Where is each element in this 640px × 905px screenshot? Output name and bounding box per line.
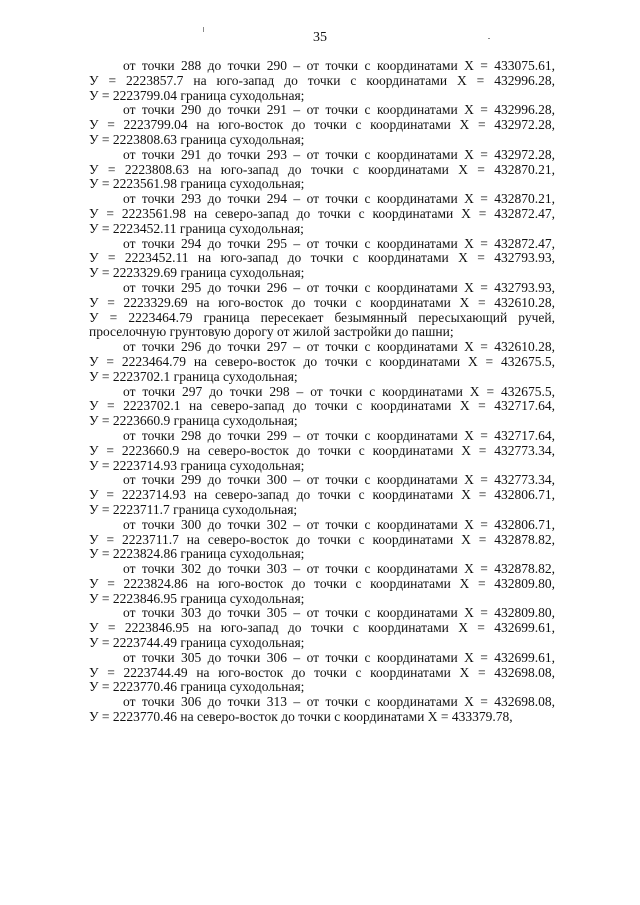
boundary-paragraph bbox=[89, 429, 555, 473]
boundary-paragraph bbox=[89, 651, 555, 695]
boundary-paragraph bbox=[89, 103, 555, 147]
text-line: У = 2223660.9 на северо-восток до точки с координатами Х = 432773.34, bbox=[89, 442, 555, 458]
boundary-paragraph bbox=[89, 340, 555, 384]
boundary-paragraph bbox=[89, 148, 555, 192]
page-number: 35 bbox=[313, 30, 327, 45]
boundary-paragraph bbox=[89, 473, 555, 517]
text-line: У = 2223711.7 граница суходольная; bbox=[89, 501, 298, 517]
text-line: У = 2223329.69 граница суходольная; bbox=[89, 265, 305, 281]
text-line: от точки 299 до точки 300 – от точки с координатами Х = 432773.34, bbox=[123, 472, 555, 488]
text-line: от точки 294 до точки 295 – от точки с координатами Х = 432872.47, bbox=[123, 235, 555, 251]
text-line: от точки 297 до точки 298 – от точки с координатами Х = 432675.5, bbox=[123, 383, 555, 399]
text-line: от точки 293 до точки 294 – от точки с координатами Х = 432870.21, bbox=[123, 191, 555, 207]
text-line: У = 2223464.79 граница пересекает безымянный пересыхающий ручей, bbox=[89, 309, 555, 325]
text-line: от точки 298 до точки 299 – от точки с координатами Х = 432717.64, bbox=[123, 427, 555, 443]
text-line: У = 2223660.9 граница суходольная; bbox=[89, 413, 298, 429]
text-line: У = 2223714.93 граница суходольная; bbox=[89, 457, 305, 473]
text-line: У = 2223561.98 на северо-запад до точки с координатами Х = 432872.47, bbox=[89, 205, 555, 221]
text-line: У = 2223464.79 на северо-восток до точки с координатами Х = 432675.5, bbox=[89, 353, 555, 369]
text-line: от точки 303 до точки 305 – от точки с координатами Х = 432809.80, bbox=[123, 605, 555, 621]
text-line: от точки 291 до точки 293 – от точки с координатами Х = 432972.28, bbox=[123, 146, 555, 162]
text-line: У = 2223808.63 на юго-запад до точки с координатами Х = 432870.21, bbox=[89, 161, 555, 177]
text-line: У = 2223857.7 на юго-запад до точки с координатами Х = 432996.28, bbox=[89, 72, 555, 88]
text-line: У = 2223702.1 на северо-запад до точки с координатами Х = 432717.64, bbox=[89, 398, 555, 414]
text-line: от точки 300 до точки 302 – от точки с координатами Х = 432806.71, bbox=[123, 516, 555, 532]
text-line: от точки 306 до точки 313 – от точки с координатами Х = 432698.08, bbox=[123, 694, 555, 710]
text-line: от точки 302 до точки 303 – от точки с координатами Х = 432878.82, bbox=[123, 561, 555, 577]
text-line: У = 2223744.49 на юго-восток до точки с координатами Х = 432698.08, bbox=[89, 664, 555, 680]
text-line: У = 2223799.04 граница суходольная; bbox=[89, 87, 305, 103]
text-line: У = 2223329.69 на юго-восток до точки с координатами Х = 432610.28, bbox=[89, 294, 555, 310]
text-line: У = 2223714.93 на северо-запад до точки с координатами Х = 432806.71, bbox=[89, 487, 555, 503]
text-line: от точки 295 до точки 296 – от точки с координатами Х = 432793.93, bbox=[123, 279, 555, 295]
boundary-paragraph bbox=[89, 606, 555, 650]
text-line: У = 2223702.1 граница суходольная; bbox=[89, 368, 298, 384]
document-body bbox=[89, 59, 555, 725]
boundary-paragraph bbox=[89, 518, 555, 562]
text-line: от точки 305 до точки 306 – от точки с координатами Х = 432699.61, bbox=[123, 649, 555, 665]
text-line: У = 2223808.63 граница суходольная; bbox=[89, 131, 305, 147]
text-line: У = 2223824.86 на юго-восток до точки с координатами Х = 432809.80, bbox=[89, 575, 555, 591]
boundary-paragraph bbox=[89, 562, 555, 606]
text-line: проселочную грунтовую дорогу от жилой застройки до пашни; bbox=[89, 324, 454, 340]
boundary-paragraph bbox=[89, 385, 555, 429]
text-line: У = 2223452.11 на юго-запад до точки с координатами Х = 432793.93, bbox=[89, 250, 555, 266]
text-line: от точки 290 до точки 291 – от точки с координатами Х = 432996.28, bbox=[123, 102, 555, 118]
text-line: У = 2223824.86 граница суходольная; bbox=[89, 546, 305, 562]
boundary-paragraph bbox=[89, 695, 555, 725]
text-line: У = 2223561.98 граница суходольная; bbox=[89, 176, 305, 192]
text-line: У = 2223846.95 граница суходольная; bbox=[89, 590, 305, 606]
text-line: У = 2223452.11 граница суходольная; bbox=[89, 220, 304, 236]
text-line: У = 2223799.04 на юго-восток до точки с координатами Х = 432972.28, bbox=[89, 117, 555, 133]
text-line: У = 2223846.95 на юго-запад до точки с координатами Х = 432699.61, bbox=[89, 620, 555, 636]
text-line: от точки 296 до точки 297 – от точки с координатами Х = 432610.28, bbox=[123, 339, 555, 355]
text-line: У = 2223744.49 граница суходольная; bbox=[89, 635, 305, 651]
text-line: У = 2223711.7 на северо-восток до точки с координатами Х = 432878.82, bbox=[89, 531, 555, 547]
text-line: У = 2223770.46 на северо-восток до точки с координатами Х = 433379.78, bbox=[89, 709, 513, 725]
boundary-paragraph bbox=[89, 281, 555, 340]
boundary-paragraph bbox=[89, 59, 555, 103]
boundary-paragraph bbox=[89, 192, 555, 236]
text-line: от точки 288 до точки 290 – от точки с координатами Х = 433075.61, bbox=[123, 58, 555, 73]
boundary-paragraph bbox=[89, 237, 555, 281]
text-line: У = 2223770.46 граница суходольная; bbox=[89, 679, 305, 695]
